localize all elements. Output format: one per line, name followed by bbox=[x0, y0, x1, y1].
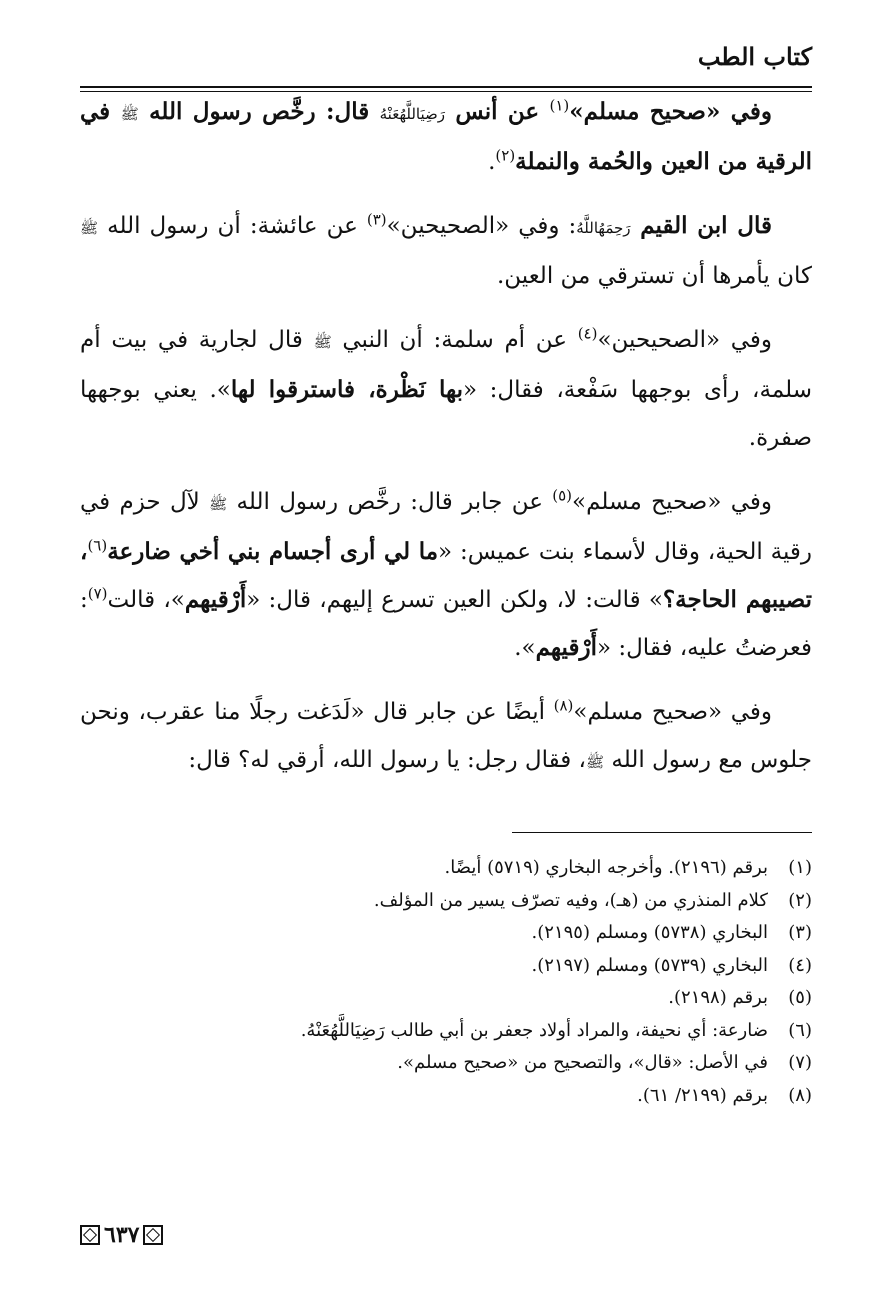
footnote-number: (٣) bbox=[788, 922, 812, 943]
footnote-text: ضارعة: أي نحيفة، والمراد أولاد جعفر بن أبي طالب رَضِيَاللَّهُعَنْهُ. bbox=[300, 1019, 768, 1041]
text-run: وفي «صحيح مسلم» bbox=[573, 699, 772, 725]
text-run: لآل حزم في رقية الحية، وقال لأسماء بنت عميس: « bbox=[80, 489, 812, 565]
text-run: عن أنس bbox=[444, 98, 550, 125]
text-run: وفي «صحيح مسلم» bbox=[569, 98, 772, 125]
text-run: كان يأمرها أن تسترقي من العين. bbox=[496, 263, 812, 289]
text-run: وفي «صحيح مسلم» bbox=[572, 489, 772, 515]
paragraph bbox=[80, 202, 812, 300]
text-run: : وفي «الصحيحين» bbox=[386, 213, 577, 239]
text-run: ، فقال رجل: يا رسول الله، أرقي له؟ قال: bbox=[188, 747, 586, 773]
footnote-ref: (٧) bbox=[87, 584, 108, 603]
text-run: أيضًا عن جابر قال «لَدَغت رجلًا منا عقرب، ونحن جلوس مع رسول الله bbox=[80, 699, 812, 773]
footnote-text: كلام المنذري من (هـ)، وفيه تصرّف يسير من المؤلف. bbox=[373, 889, 768, 911]
main-text bbox=[80, 88, 812, 802]
footnote bbox=[80, 852, 812, 885]
text-run: »، قالت bbox=[107, 587, 185, 613]
text-run: عن أم سلمة: أن النبي bbox=[331, 327, 578, 353]
ornament-icon bbox=[143, 1225, 163, 1245]
text-run: أَرْقيهم bbox=[184, 586, 247, 613]
text-run: . bbox=[488, 149, 496, 175]
footnote-number: (٤) bbox=[788, 954, 812, 976]
footnote-number: (٢) bbox=[788, 889, 812, 911]
footnote-number: (٧) bbox=[788, 1052, 812, 1073]
footnote-text: البخاري (٥٧٣٨) ومسلم (٢١٩٥). bbox=[531, 922, 768, 943]
footnote-number: (٦) bbox=[788, 1019, 812, 1041]
paragraph bbox=[80, 316, 812, 462]
text-run: : فعرضتُ عليه، فقال: « bbox=[80, 587, 812, 661]
footnote-ref: (١) bbox=[549, 96, 570, 115]
text-run: ». bbox=[514, 635, 536, 661]
honorific: ﷺ bbox=[313, 333, 332, 351]
footnote bbox=[80, 1015, 812, 1048]
text-run: عن جابر قال: رخَّص رسول الله bbox=[227, 489, 553, 515]
footnote-ref: (٢) bbox=[495, 146, 516, 165]
text-run: تصيبهم الحاجة؟ bbox=[662, 586, 813, 613]
footnote-number: (١) bbox=[788, 857, 812, 878]
text-run: قال لجارية في بيت أم سلمة، رأى بوجهها سَفْعة، فقال: « bbox=[80, 327, 812, 403]
footnote-text: في الأصل: «قال»، والتصحيح من «صحيح مسلم». bbox=[397, 1052, 768, 1073]
footnote-ref: (٦) bbox=[87, 536, 108, 555]
honorific: ﷺ bbox=[209, 495, 228, 513]
paragraph bbox=[80, 688, 812, 786]
text-run: قال ابن القيم bbox=[630, 212, 772, 239]
paragraph bbox=[80, 88, 812, 186]
honorific: ﷺ bbox=[80, 219, 99, 237]
running-header bbox=[80, 22, 812, 72]
chapter-title: كتاب الطب bbox=[697, 42, 812, 71]
text-run: وفي «الصحيحين» bbox=[597, 327, 772, 353]
footnote-number: (٨) bbox=[788, 1084, 812, 1106]
text-run: ، bbox=[80, 538, 88, 565]
paragraph bbox=[80, 478, 812, 672]
honorific: ﷺ bbox=[585, 753, 605, 771]
text-run: قال: رخَّص رسول الله bbox=[138, 98, 380, 125]
text-run: ما لي أرى أجسام بني أخي ضارعة bbox=[107, 538, 439, 565]
footnote bbox=[80, 982, 812, 1015]
footnote-ref: (٤) bbox=[577, 324, 598, 343]
footnote-text: برقم (٢١٩٦). وأخرجه البخاري (٥٧١٩) أيضًا. bbox=[444, 857, 768, 878]
honorific: رَضِيَاللَّهُعَنْهُ bbox=[379, 105, 445, 123]
footnote bbox=[80, 1047, 812, 1080]
footnote bbox=[80, 917, 812, 950]
page-number-block bbox=[80, 1222, 163, 1248]
text-run: في الرقية من العين والحُمة والنملة bbox=[80, 98, 812, 175]
text-run: أَرْقيهم bbox=[535, 634, 597, 661]
footnote bbox=[80, 885, 812, 918]
footnote-number: (٥) bbox=[788, 987, 812, 1008]
footnote-ref: (٣) bbox=[366, 210, 387, 229]
page-number: ٦٣٧ bbox=[104, 1222, 140, 1248]
honorific: رَحِمَهُاللَّهُ bbox=[576, 219, 631, 237]
footnote bbox=[80, 950, 812, 983]
footnote bbox=[80, 1080, 812, 1113]
footnote-separator bbox=[512, 832, 812, 833]
text-run: ». يعني بوجهها صفرة. bbox=[80, 377, 812, 451]
footnote-ref: (٥) bbox=[552, 486, 573, 505]
footnote-text: برقم (٢١٩٩/ ٦١). bbox=[637, 1084, 768, 1106]
text-run: عن عائشة: أن رسول الله bbox=[98, 213, 367, 239]
ornament-icon bbox=[80, 1225, 100, 1245]
text-run: بها نَظْرة، فاسترقوا لها bbox=[230, 376, 463, 403]
honorific: ﷺ bbox=[120, 105, 139, 123]
footnote-text: برقم (٢١٩٨). bbox=[668, 987, 768, 1008]
footnote-text: البخاري (٥٧٣٩) ومسلم (٢١٩٧). bbox=[531, 954, 768, 976]
text-run: » قالت: لا، ولكن العين تسرع إليهم، قال: « bbox=[246, 587, 663, 613]
footnote-ref: (٨) bbox=[553, 696, 574, 715]
footnotes-list bbox=[80, 852, 812, 1112]
